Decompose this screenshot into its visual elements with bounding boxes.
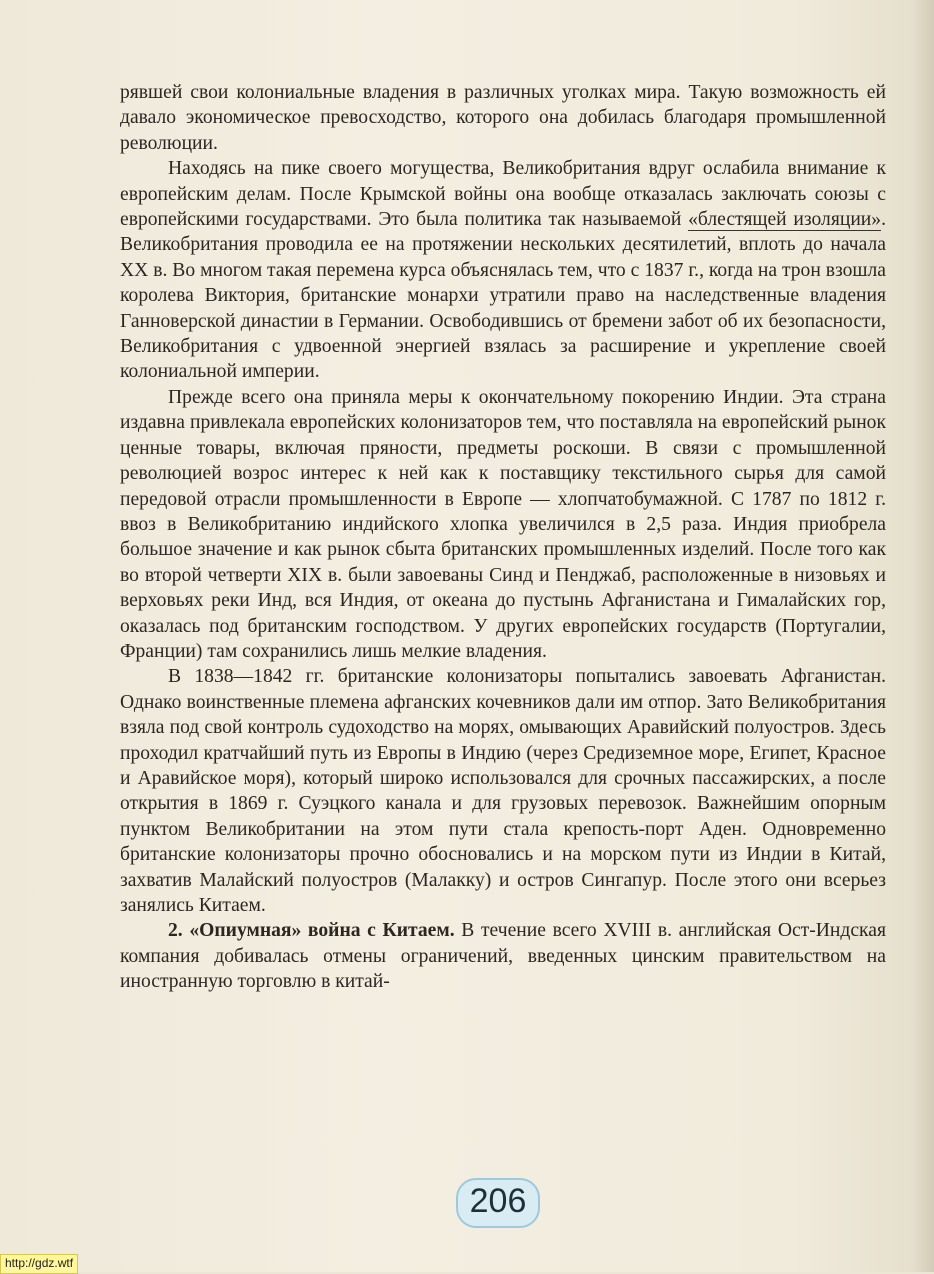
term-splendid-isolation: «блестящей изоляции» (688, 209, 882, 231)
watermark-url: http://gdz.wtf (0, 1254, 78, 1274)
paragraph-india: Прежде всего она приняла меры к окончательному покорению Индии. Эта страна издавна привлекала европейских колонизаторов тем, что поставляла на европейский рынок ценные товары, включая пряности, предметы роскоши. В связи с промышленной революцией возрос интерес к ней как к поставщику текстильного сырья для самой передовой отрасли промышленности в Европе — хлопчатобумажной. С 1787 по 1812 г. ввоз в Великобританию индийского хлопка увеличился в 2,5 раза. Индия приобрела большое значение и как рынок сбыта британских промышленных изделий. После того как во второй четверти XIX в. были завоеваны Синд и Пенджаб, расположенные в низовьях и верховьях реки Инд, вся Индия, от океана до пустынь Афганистана и Гималайских гор, оказалась под британским господством. У других европейских государств (Португалии, Франции) там сохранились лишь мелкие владения. (120, 386, 886, 662)
paragraph-isolation-end: . Великобритания проводила ее на протяжении нескольких десятилетий, вплоть до начала XX в. Во многом такая перемена курса объяснялась тем, что с 1837 г., когда на трон взошла королева Виктория, британские монархи утратили право на наследственные владения Ганноверской династии в Германии. Освободившись от бремени забот об их безопасности, Великобритания с удвоенной энергией взялась за расширение и укрепление своей колониальной империи. (120, 209, 886, 383)
paragraph-isolation (120, 156, 886, 385)
paragraph-continued: рявшей свои колониальные владения в различных уголках мира. Такую возможность ей давало экономическое превосходство, которого она добилась благодаря промышленной революции. (120, 82, 886, 154)
paragraph-opium-war-text: В течение всего XVIII в. английская Ост-Индская компания добивалась отмены ограничений, введенных цинским правительством на иностранную торговлю в китай- (120, 920, 886, 993)
page-number: 206 (469, 1182, 527, 1220)
page-edge-shadow (912, 0, 934, 1272)
page-text (120, 80, 886, 995)
paragraph-opium-war (120, 918, 886, 994)
page-number-badge (450, 1172, 546, 1234)
paragraph-isolation-start: Находясь на пике своего могущества, Великобритания вдруг ослабила внимание к европейским делам. После Крымской войны она вообще отказалась заключать союзы с европейскими государствами. Это была политика так называемой (120, 158, 886, 231)
section-heading-opium-war: 2. «Опиумная» война с Китаем. (168, 920, 455, 942)
paragraph-afghanistan: В 1838—1842 гг. британские колонизаторы попытались завоевать Афганистан. Однако воинственные племена афганских кочевников дали им отпор. Зато Великобритания взяла под свой контроль судоходство на морях, омывающих Аравийский полуостров. Здесь проходил кратчайший путь из Европы в Индию (через Средиземное море, Египет, Красное и Аравийское моря), который широко использовался для срочных пассажирских, а после открытия в 1869 г. Суэцкого канала и для грузовых перевозок. Важнейшим опорным пунктом Великобритании на этом пути стала крепость-порт Аден. Одновременно британские колонизаторы прочно обосновались и на морском пути из Индии в Китай, захватив Малайский полуостров (Малакку) и остров Сингапур. После этого они всерьез занялись Китаем. (120, 666, 886, 916)
